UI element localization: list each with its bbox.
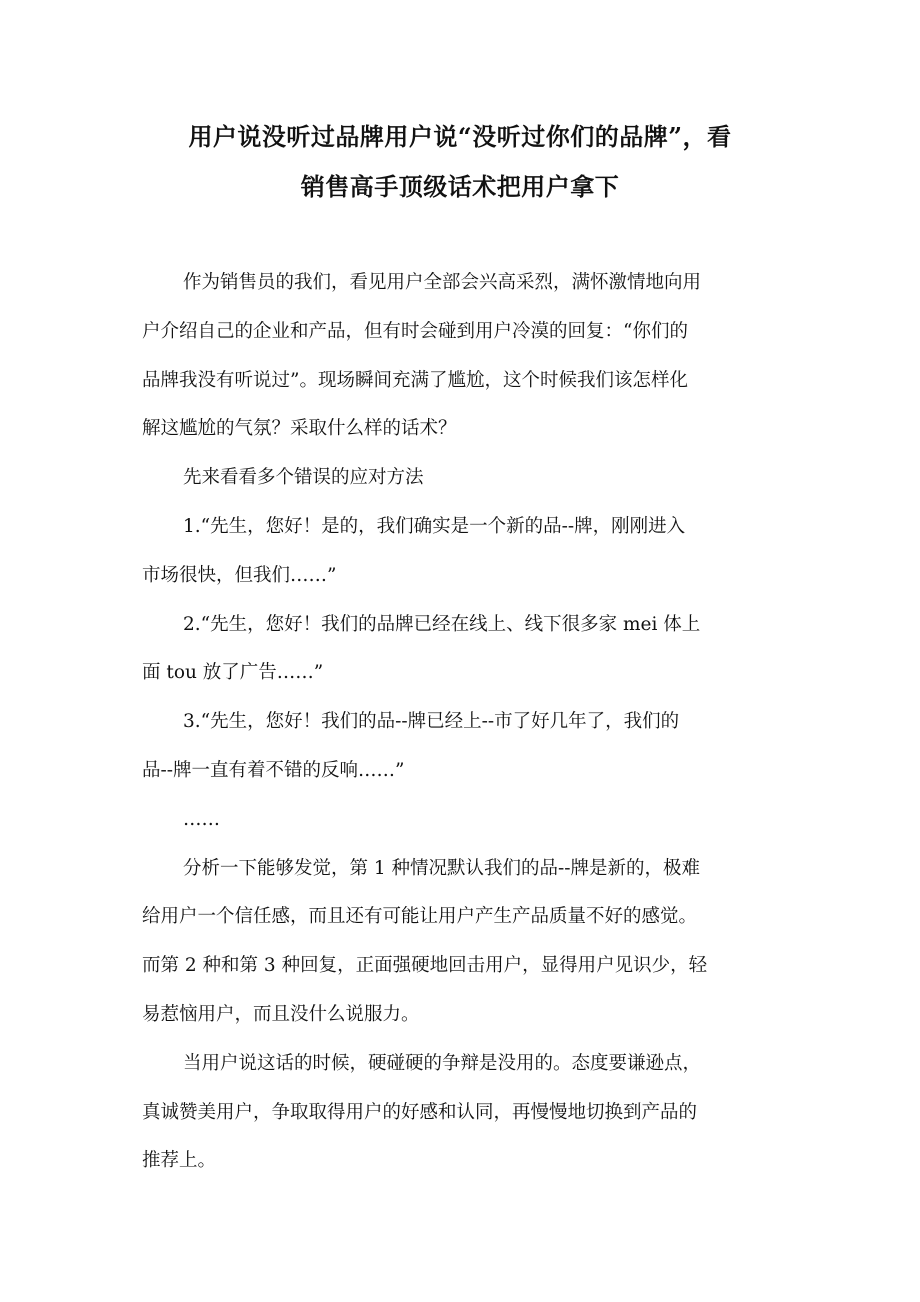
body-line: 面 tou 放了广告……” bbox=[142, 662, 324, 684]
body-line: 当用户说这话的时候，硬碰硬的争辩是没用的。态度要谦逊点， bbox=[183, 1052, 702, 1074]
body-line: 2.“先生，您好！我们的品牌已经在线上、线下很多家 mei 体上 bbox=[183, 613, 701, 635]
body-line: 作为销售员的我们，看见用户全部会兴高采烈，满怀激情地向用 bbox=[183, 272, 702, 293]
body-line: 真诚赞美用户，争取取得用户的好感和认同，再慢慢地切换到产品的 bbox=[142, 1101, 698, 1123]
body-line: 分析一下能够发觉，第 1 种情况默认我们的品--牌是新的，极难 bbox=[183, 857, 701, 879]
document-title bbox=[120, 112, 800, 212]
body-line: 给用户一个信任感，而且还有可能让用户产生产品质量不好的感觉。 bbox=[142, 906, 698, 928]
title-line-1: 用户说没听过品牌用户说“没听过你们的品牌”，看 bbox=[188, 122, 732, 151]
body-line: 易惹恼用户，而且没什么说服力。 bbox=[142, 1003, 420, 1025]
body-line: 品--牌一直有着不错的反响……” bbox=[142, 759, 405, 781]
body-line: 户介绍自己的企业和产品，但有时会碰到用户冷漠的回复：“你们的 bbox=[142, 320, 688, 342]
body-line: 3.“先生，您好！我们的品--牌已经上--市了好几年了，我们的 bbox=[183, 711, 680, 733]
body-line: 推荐上。 bbox=[142, 1150, 217, 1172]
body-line: 先来看看多个错误的应对方法 bbox=[183, 467, 424, 489]
body-line: 而第 2 种和第 3 种回复，正面强硬地回击用户，显得用户见识少，轻 bbox=[142, 955, 708, 977]
body-line: 品牌我没有听说过”。现场瞬间充满了尴尬，这个时候我们该怎样化 bbox=[142, 369, 688, 391]
body-line: 解这尴尬的气氛？采取什么样的话术？ bbox=[142, 418, 457, 440]
body-line: 1.“先生，您好！是的，我们确实是一个新的品--牌，刚刚进入 bbox=[183, 515, 686, 537]
title-line-2: 销售高手顶级话术把用户拿下 bbox=[300, 172, 620, 201]
body-line: 市场很快，但我们……” bbox=[142, 564, 337, 586]
body-line: …… bbox=[183, 808, 220, 830]
document-body bbox=[142, 259, 792, 1186]
